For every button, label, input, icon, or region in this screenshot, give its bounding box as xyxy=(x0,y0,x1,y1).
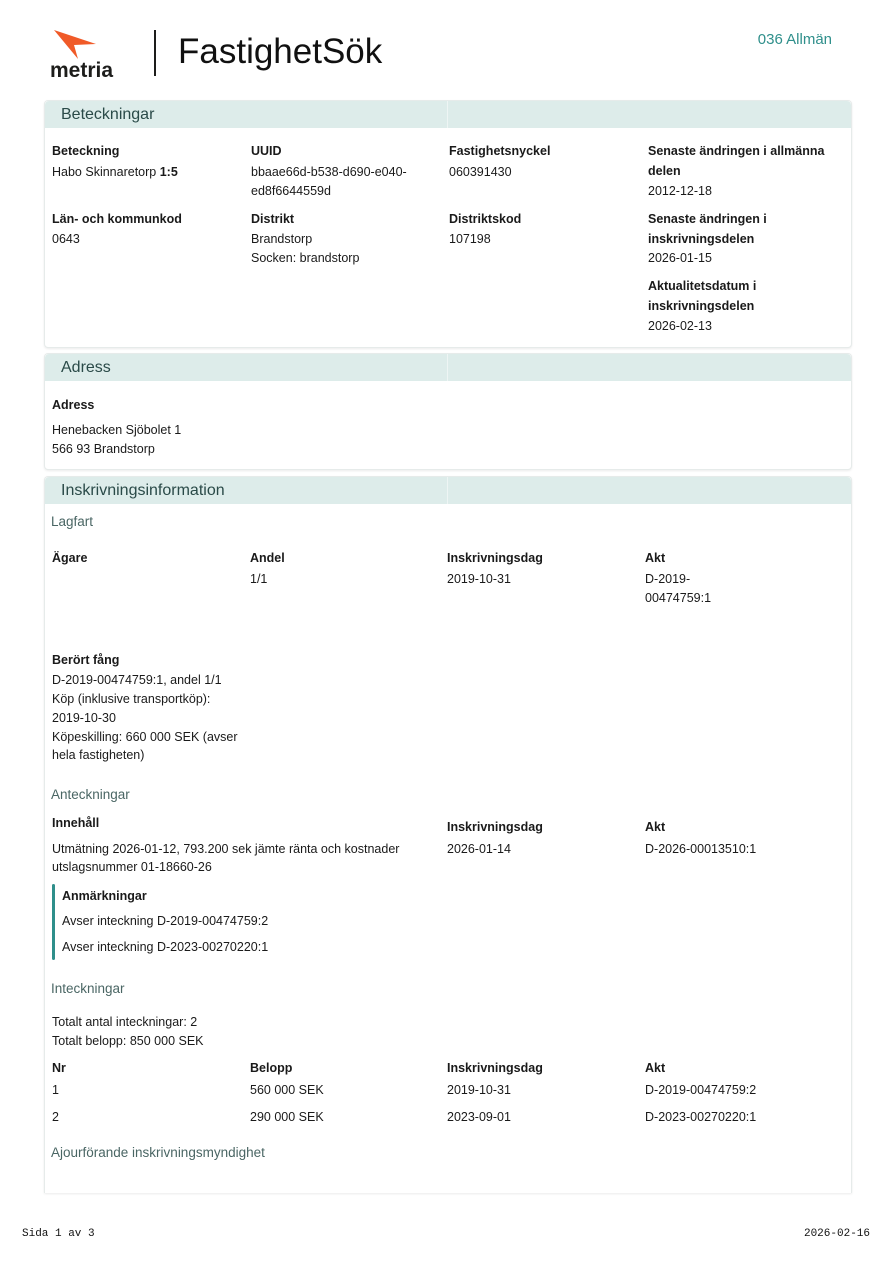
aktualitetsdatum-value: 2026-02-13 xyxy=(648,319,712,333)
uuid-value-line1: bbaae66d-b538-d690-e040- xyxy=(251,165,407,179)
andring-inskrivning-label-2: inskrivningsdelen xyxy=(648,232,755,246)
section-adress xyxy=(44,353,852,470)
andring-inskrivning-label-1: Senaste ändringen i xyxy=(648,212,767,226)
section-inskrivningsinformation xyxy=(44,476,852,1193)
cell-nr: 1 xyxy=(52,1083,59,1097)
cell-belopp: 290 000 SEK xyxy=(250,1110,324,1124)
metria-arrow-icon xyxy=(52,30,98,60)
agare-label: Ägare xyxy=(52,551,88,565)
innehall-value-line1: Utmätning 2026-01-12, 793.200 sek jämte ränta och kostnader xyxy=(52,842,400,856)
berort-fang-line: Köpeskilling: 660 000 SEK (avser xyxy=(52,730,238,744)
andel-value: 1/1 xyxy=(250,572,268,586)
distrikt-value: Brandstorp xyxy=(251,232,313,246)
adress-line2: 566 93 Brandstorp xyxy=(52,442,155,456)
lan-kommunkod-label: Län- och kommunkod xyxy=(52,212,182,226)
cell-inskrivningsdag: 2023-09-01 xyxy=(447,1110,511,1124)
cell-akt: D-2019-00474759:2 xyxy=(645,1083,757,1097)
section-title: Beteckningar xyxy=(61,106,155,123)
beteckning-value: Habo Skinnaretorp 1:5 xyxy=(52,165,178,179)
innehall-value-line2: utslagsnummer 01-18660-26 xyxy=(52,860,212,874)
fastighetsnyckel-value: 060391430 xyxy=(449,165,512,179)
anteckning-akt-value: D-2026-00013510:1 xyxy=(645,842,757,856)
anteckning-dag-value: 2026-01-14 xyxy=(447,842,511,856)
app-title: FastighetSök xyxy=(178,32,383,71)
cell-nr: 2 xyxy=(52,1110,59,1124)
inskrivningsdag-value: 2019-10-31 xyxy=(447,572,511,586)
metria-logo xyxy=(50,30,130,80)
section-header xyxy=(45,101,851,128)
column-header-akt: Akt xyxy=(645,1061,666,1075)
akt-value-line1: D-2019- xyxy=(645,572,691,586)
berort-fang-line: hela fastigheten) xyxy=(52,748,145,762)
fastighetsnyckel-label: Fastighetsnyckel xyxy=(449,144,551,158)
adress-line1: Henebacken Sjöbolet 1 xyxy=(52,423,182,437)
anteckning-akt-label: Akt xyxy=(645,820,666,834)
andring-allmanna-label-2: delen xyxy=(648,164,681,178)
anmarkningar-label: Anmärkningar xyxy=(62,889,147,903)
section-title: Inskrivningsinformation xyxy=(61,482,225,499)
inteckningar-subtitle: Inteckningar xyxy=(51,981,125,996)
column-header-nr: Nr xyxy=(52,1061,66,1075)
cell-akt: D-2023-00270220:1 xyxy=(645,1110,757,1124)
beteckning-label: Beteckning xyxy=(52,144,120,158)
page-header xyxy=(0,0,892,96)
adress-label: Adress xyxy=(52,398,95,412)
andring-allmanna-label-1: Senaste ändringen i allmänna xyxy=(648,144,825,158)
cell-inskrivningsdag: 2019-10-31 xyxy=(447,1083,511,1097)
anmarkningar-accent-bar xyxy=(52,884,55,960)
logo-text: metria xyxy=(50,59,114,82)
print-date: 2026-02-16 xyxy=(803,1228,870,1240)
anmarkning-item: Avser inteckning D-2023-00270220:1 xyxy=(62,940,269,954)
uuid-label: UUID xyxy=(251,144,282,158)
berort-fang-line: Köp (inklusive transportköp): xyxy=(52,692,211,706)
innehall-label: Innehåll xyxy=(52,816,100,830)
aktualitetsdatum-label-1: Aktualitetsdatum i xyxy=(648,279,757,293)
akt-value-line2: 00474759:1 xyxy=(645,591,712,605)
column-header-inskrivningsdag: Inskrivningsdag xyxy=(447,1061,543,1075)
totalt-antal: Totalt antal inteckningar: 2 xyxy=(52,1015,198,1029)
inskrivningsdag-label: Inskrivningsdag xyxy=(447,551,543,565)
header-divider xyxy=(154,30,156,76)
anmarkning-item: Avser inteckning D-2019-00474759:2 xyxy=(62,914,269,928)
berort-fang-line: D-2019-00474759:1, andel 1/1 xyxy=(52,673,222,687)
section-header xyxy=(45,354,851,381)
cell-belopp: 560 000 SEK xyxy=(250,1083,324,1097)
socken-value: Socken: brandstorp xyxy=(251,251,360,265)
anteckning-dag-label: Inskrivningsdag xyxy=(447,820,543,834)
myndighet-subtitle: Ajourförande inskrivningsmyndighet xyxy=(51,1145,265,1160)
distrikt-label: Distrikt xyxy=(251,212,295,226)
section-title: Adress xyxy=(61,359,111,376)
lan-kommunkod-value: 0643 xyxy=(52,232,80,246)
andring-allmanna-value: 2012-12-18 xyxy=(648,184,712,198)
totalt-belopp: Totalt belopp: 850 000 SEK xyxy=(52,1034,204,1048)
classification-code: 036 Allmän xyxy=(757,31,832,48)
page-number: Sida 1 av 3 xyxy=(22,1228,95,1240)
anteckningar-subtitle: Anteckningar xyxy=(51,787,130,802)
column-header-belopp: Belopp xyxy=(250,1061,293,1075)
andel-label: Andel xyxy=(250,551,285,565)
aktualitetsdatum-label-2: inskrivningsdelen xyxy=(648,299,755,313)
berort-fang-label: Berört fång xyxy=(52,653,120,667)
distriktskod-label: Distriktskod xyxy=(449,212,522,226)
akt-label: Akt xyxy=(645,551,666,565)
lagfart-subtitle: Lagfart xyxy=(51,514,94,529)
section-header xyxy=(45,477,851,504)
section-beteckningar xyxy=(44,100,852,348)
distriktskod-value: 107198 xyxy=(449,232,491,246)
andring-inskrivning-value: 2026-01-15 xyxy=(648,251,712,265)
berort-fang-line: 2019-10-30 xyxy=(52,711,116,725)
uuid-value-line2: ed8f6644559d xyxy=(251,184,331,198)
